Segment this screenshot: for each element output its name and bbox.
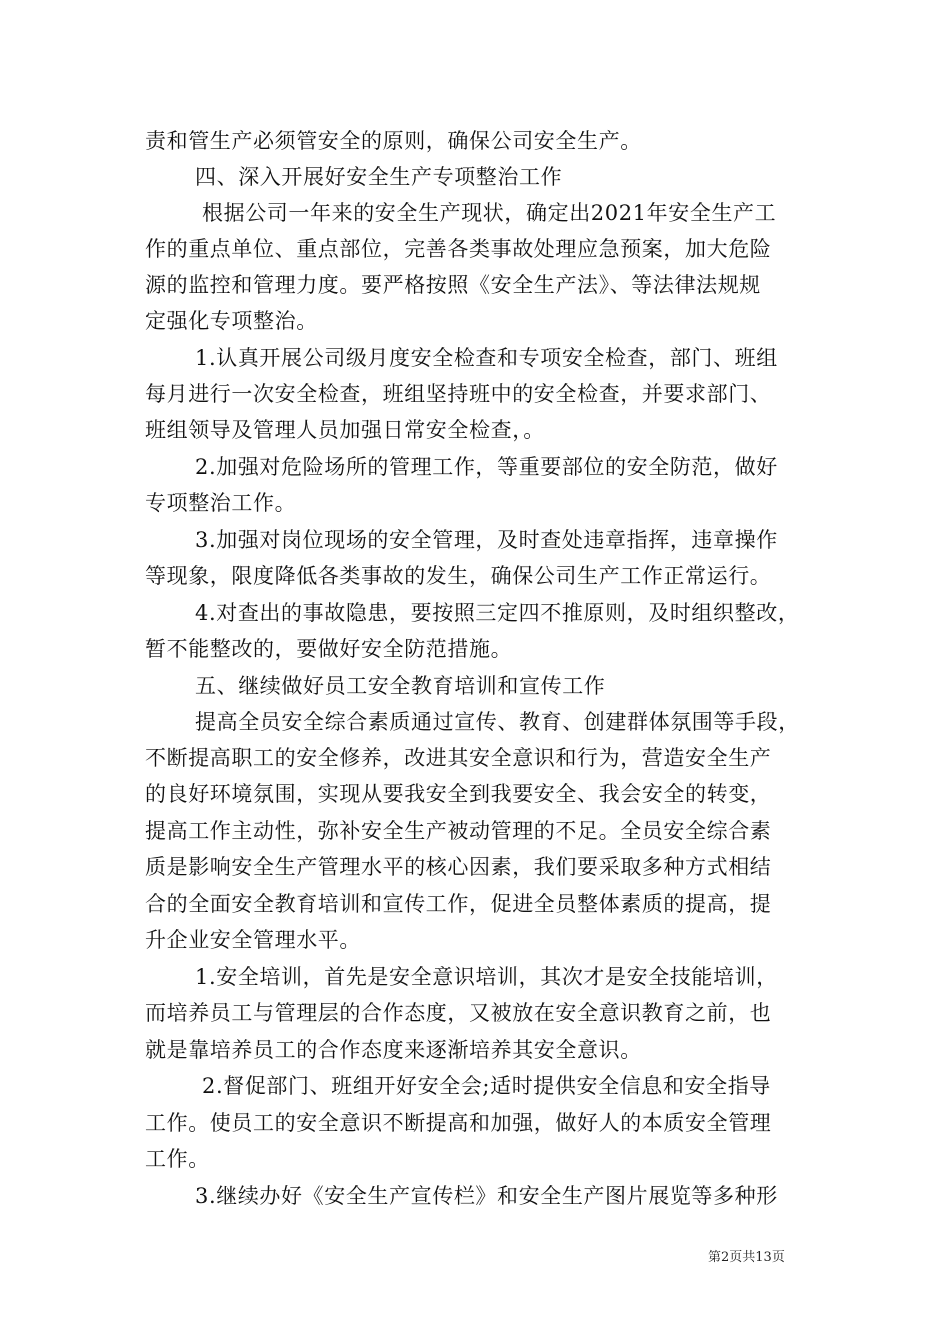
text-line: 工作。使员工的安全意识不断提高和加强，做好人的本质安全管理 xyxy=(145,1111,772,1135)
text-line: 定强化专项整治。 xyxy=(145,309,318,333)
text-line: 作的重点单位、重点部位，完善各类事故处理应急预案，加大危险 xyxy=(145,237,772,261)
text-line: 责和管生产必须管安全的原则，确保公司安全生产。 xyxy=(145,129,642,153)
text-line: 不断提高职工的安全修养，改进其安全意识和行为，营造安全生产 xyxy=(145,746,772,770)
text-line: 2.加强对危险场所的管理工作，等重要部位的安全防范，做好 xyxy=(195,455,778,479)
text-line: 提高工作主动性，弥补安全生产被动管理的不足。全员安全综合素 xyxy=(145,819,772,843)
text-line: 根据公司一年来的安全生产现状，确定出2021年安全生产工 xyxy=(202,201,777,225)
text-line: 班组领导及管理人员加强日常安全检查，。 xyxy=(145,418,545,442)
text-line: 提高全员安全综合素质通过宣传、教育、创建群体氛围等手段， xyxy=(195,710,800,734)
section-heading: 四、深入开展好安全生产专项整治工作 xyxy=(195,165,563,189)
text-line: 专项整治工作。 xyxy=(145,491,297,515)
text-line: 就是靠培养员工的合作态度来逐渐培养其安全意识。 xyxy=(145,1038,642,1062)
section-heading: 五、继续做好员工安全教育培训和宣传工作 xyxy=(195,674,606,698)
text-line: 而培养员工与管理层的合作态度，又被放在安全意识教育之前，也 xyxy=(145,1001,772,1025)
text-line: 2.督促部门、班组开好安全会;适时提供安全信息和安全指导 xyxy=(202,1074,771,1098)
text-line: 暂不能整改的，要做好安全防范措施。 xyxy=(145,637,513,661)
text-line: 源的监控和管理力度。要严格按照《安全生产法》、等法律法规规 xyxy=(145,273,761,297)
text-line: 工作。 xyxy=(145,1147,210,1171)
text-line: 4.对查出的事故隐患，要按照三定四不推原则，及时组织整改， xyxy=(195,601,800,625)
text-line: 1.安全培训，首先是安全意识培训，其次才是安全技能培训， xyxy=(195,965,778,989)
text-line: 每月进行一次安全检查，班组坚持班中的安全检查，并要求部门、 xyxy=(145,382,772,406)
page-number: 第2页共13页 xyxy=(708,1250,785,1265)
text-line: 3.加强对岗位现场的安全管理，及时查处违章指挥，违章操作 xyxy=(195,528,778,552)
text-line: 的良好环境氛围，实现从要我安全到我要安全、我会安全的转变， xyxy=(145,782,772,806)
text-line: 合的全面安全教育培训和宣传工作，促进全员整体素质的提高，提 xyxy=(145,892,772,916)
text-line: 升企业安全管理水平。 xyxy=(145,928,361,952)
text-line: 等现象，限度降低各类事故的发生，确保公司生产工作正常运行。 xyxy=(145,564,772,588)
text-line: 质是影响安全生产管理水平的核心因素，我们要采取多种方式相结 xyxy=(145,855,772,879)
text-line: 3.继续办好《安全生产宣传栏》和安全生产图片展览等多种形 xyxy=(195,1184,778,1208)
text-line: 1.认真开展公司级月度安全检查和专项安全检查，部门、班组 xyxy=(195,346,778,370)
